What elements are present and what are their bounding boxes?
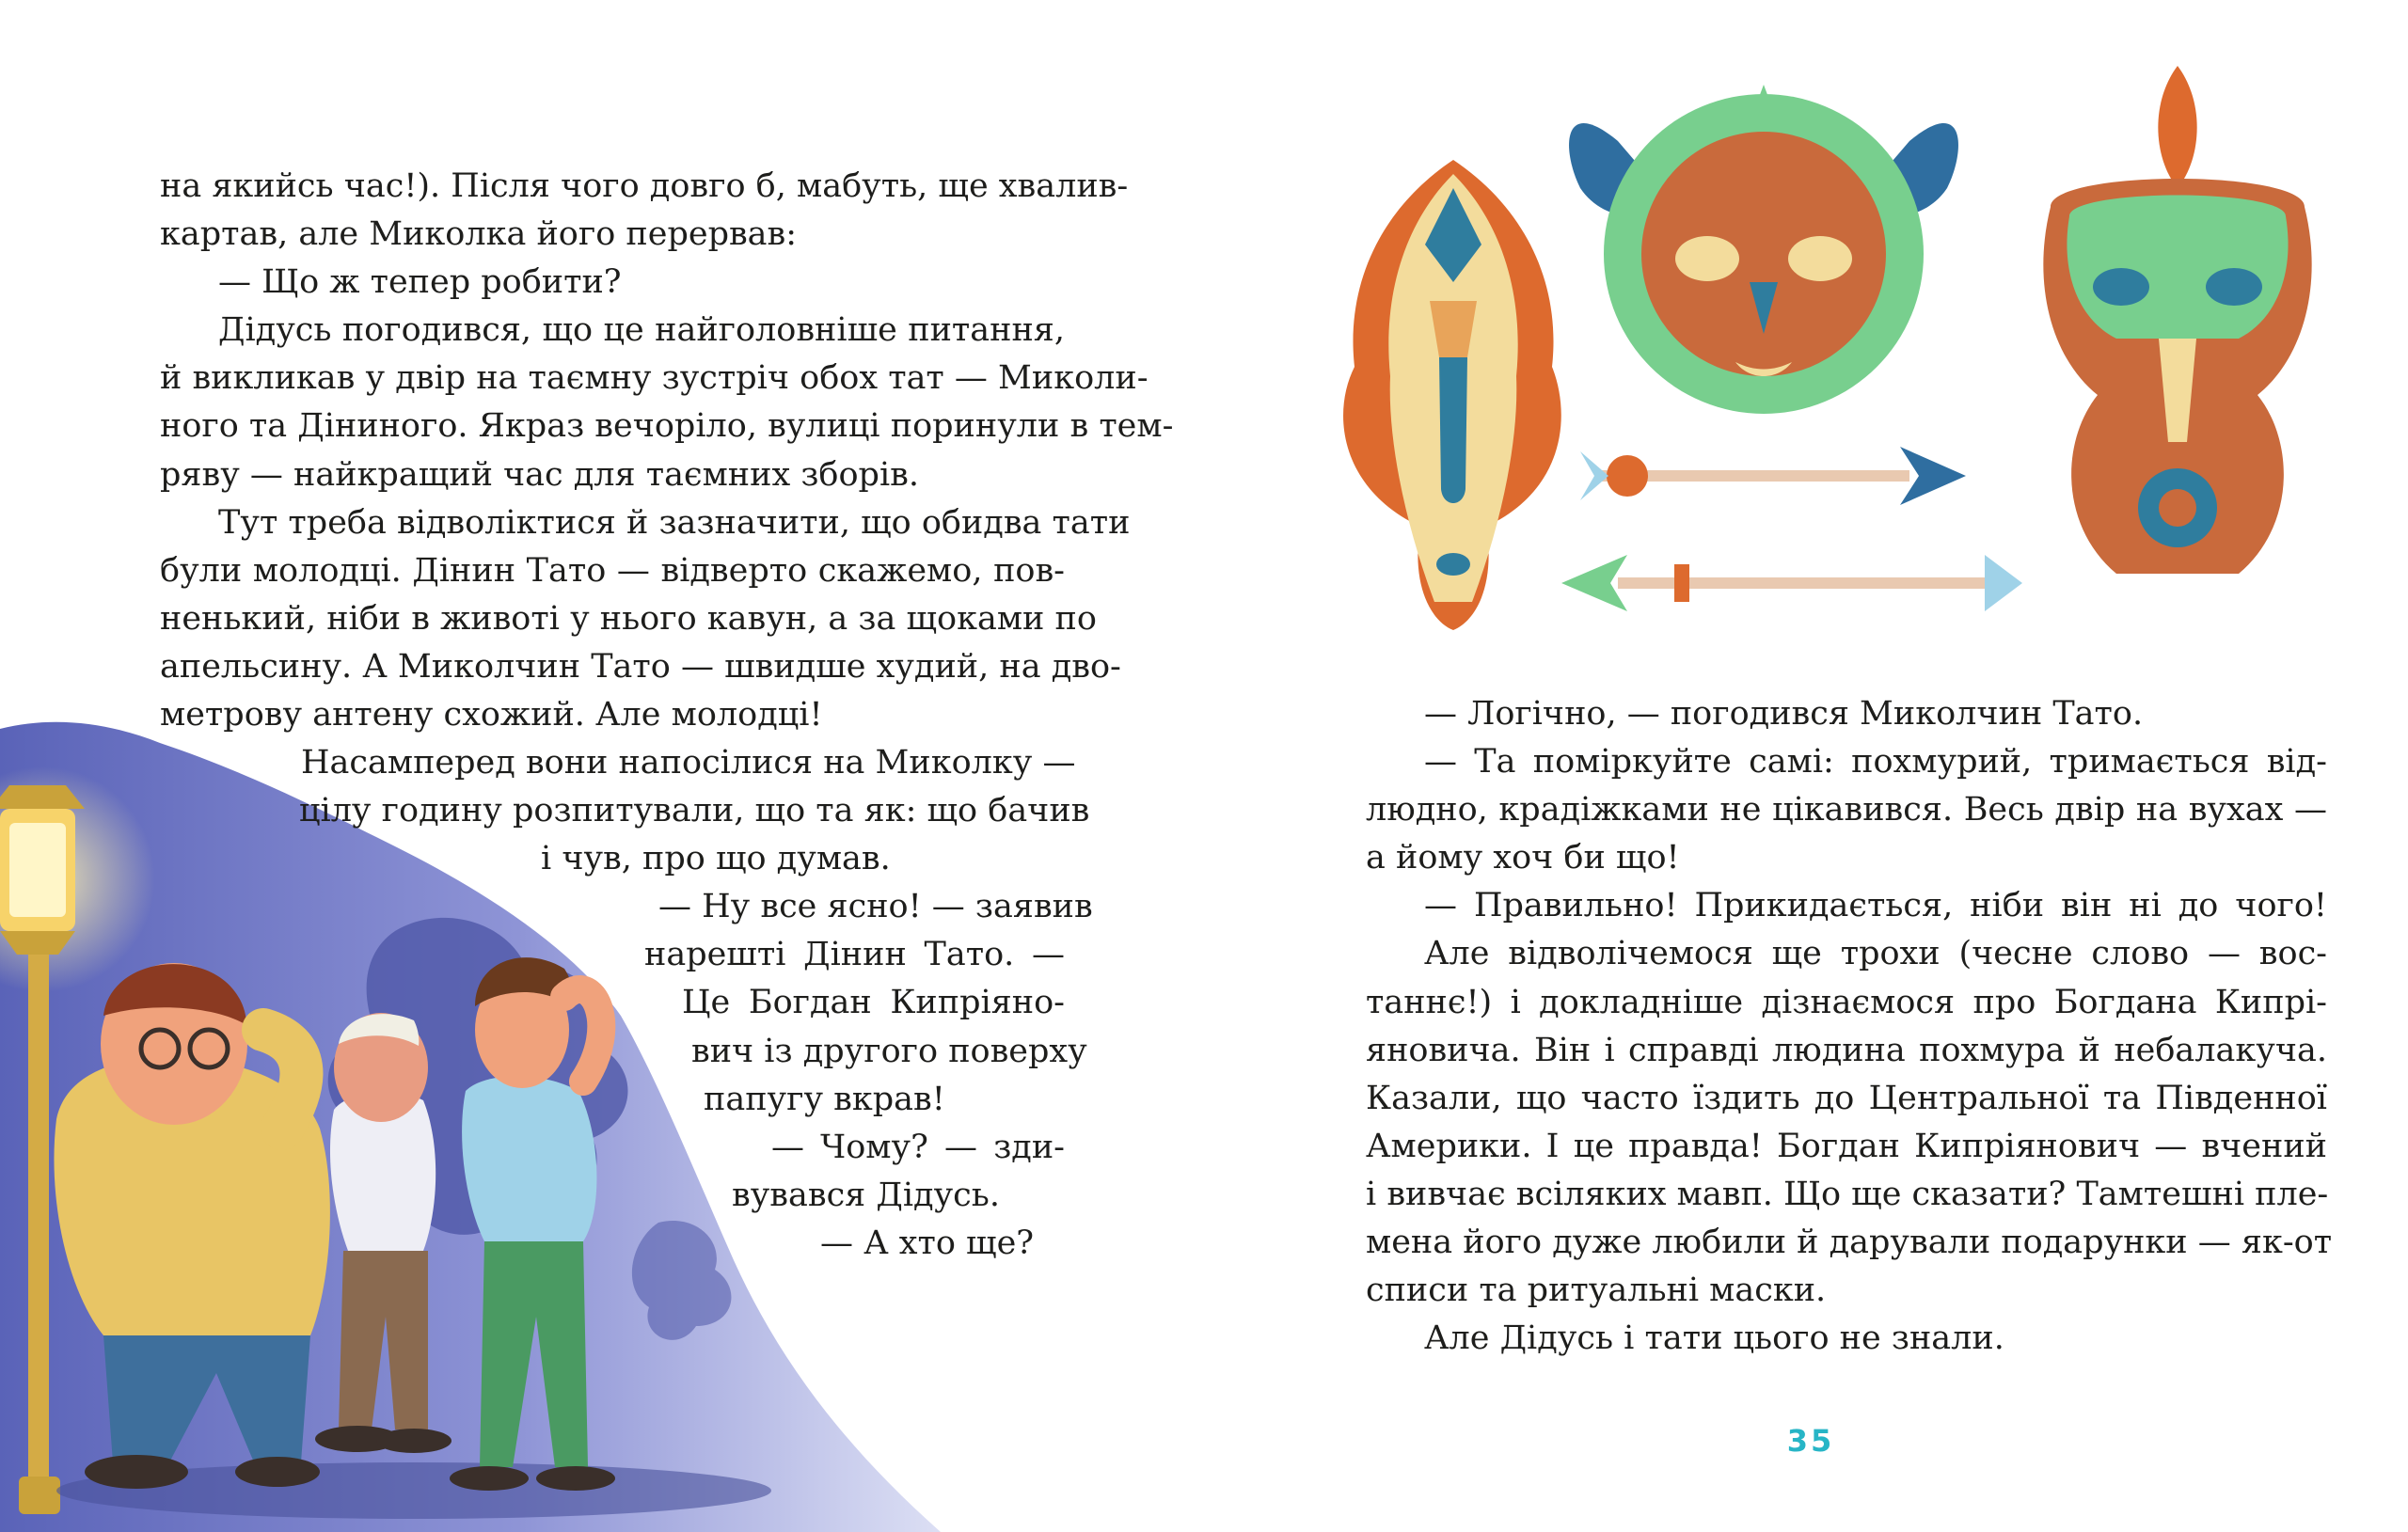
text-line: — Та поміркуйте самі: похмурий, тримається від- xyxy=(1424,743,2327,782)
text-line: були молодці. Дінин Тато — відверто скажемо, пов- xyxy=(160,551,1065,590)
spear-left xyxy=(1561,555,2022,611)
text-line: цілу годину розпитували, що та як: що бачив xyxy=(299,792,1090,830)
text-line: Але Дідусь і тати цього не знали. xyxy=(1424,1319,2004,1358)
text-line: і вивчає всіляких мавп. Що ще сказати? Тамтешні пле- xyxy=(1366,1175,2329,1213)
text-line: Америки. І це правда! Богдан Кипріянович — вчений xyxy=(1366,1127,2327,1165)
text-line: ненький, ніби в животі у нього кавун, а за щоками по xyxy=(160,599,1097,638)
text-line: Тут треба відволіктися й зазначити, що обидва тати xyxy=(218,503,1131,542)
text-line: на якийсь час!). Після чого довго б, мабуть, ще хвалив- xyxy=(160,167,1129,205)
spear-right xyxy=(1580,447,1966,505)
text-line: людно, крадіжками не цікавився. Весь двір на вухах — xyxy=(1366,791,2327,829)
text-line: Це Богдан Кипріяно- xyxy=(682,984,1065,1022)
text-line: метрову антену схожий. Але молодці! xyxy=(160,696,823,734)
text-line: — Правильно! Прикидається, ніби він ні до чого! xyxy=(1424,887,2327,925)
text-line: Але відволічемося ще трохи (чесне слово — вос- xyxy=(1424,935,2327,973)
text-line: нарешті Дінин Тато. — xyxy=(644,936,1065,974)
text-line: таннє!) і докладніше дізнаємося про Богдана Кипрі- xyxy=(1366,983,2327,1021)
text-line: апельсину. А Миколчин Тато — швидше худий, на дво- xyxy=(160,647,1121,686)
text-line: вувався Дідусь. xyxy=(732,1176,1000,1214)
text-line: — А хто ще? xyxy=(820,1224,1035,1262)
text-line: і чув, про що думав. xyxy=(541,840,891,878)
text-line: — Що ж тепер робити? xyxy=(218,263,622,302)
text-line: картав, але Миколка його перервав: xyxy=(160,215,798,254)
left-page-text xyxy=(160,163,1174,739)
right-page-text xyxy=(1366,690,2333,1363)
text-line: а йому хоч би що! xyxy=(1366,839,1680,877)
text-line: ряву — найкращий час для таємних зборів. xyxy=(160,455,919,494)
text-line: Казали, що часто їздить до Центральної та Південної xyxy=(1366,1079,2327,1117)
left-page-wrapped-text xyxy=(0,739,1093,1268)
text-line: — Логічно, — погодився Миколчин Тато. xyxy=(1424,695,2144,733)
text-line: мена його дуже любили й дарували подарунки — як-от xyxy=(1366,1224,2333,1262)
green-round-mask xyxy=(1569,85,1958,414)
text-line: вич із другого поверху xyxy=(691,1032,1087,1070)
text-line: ного та Діниного. Якраз вечоріло, вулиці поринули в тем- xyxy=(160,407,1174,446)
text-line: списи та ритуальні маски. xyxy=(1366,1271,1827,1310)
totem-mask xyxy=(2043,66,2311,574)
text-line: й викликав у двір на таємну зустріч обох тат — Миколи- xyxy=(160,359,1149,398)
text-line: Дідусь погодився, що це найголовніше питання, xyxy=(218,311,1065,350)
text-line: папугу вкрав! xyxy=(704,1080,945,1118)
page-number: 35 xyxy=(1786,1423,1835,1459)
text-line: яновича. Він і справді людина похмура й небалакуча. xyxy=(1366,1031,2327,1069)
text-line: Насамперед вони напосілися на Миколку — xyxy=(301,744,1076,782)
text-line: — Чому? — зди- xyxy=(771,1128,1065,1166)
text-line: — Ну все ясно! — заявив xyxy=(658,888,1093,926)
orange-leaf-mask xyxy=(1343,160,1561,630)
